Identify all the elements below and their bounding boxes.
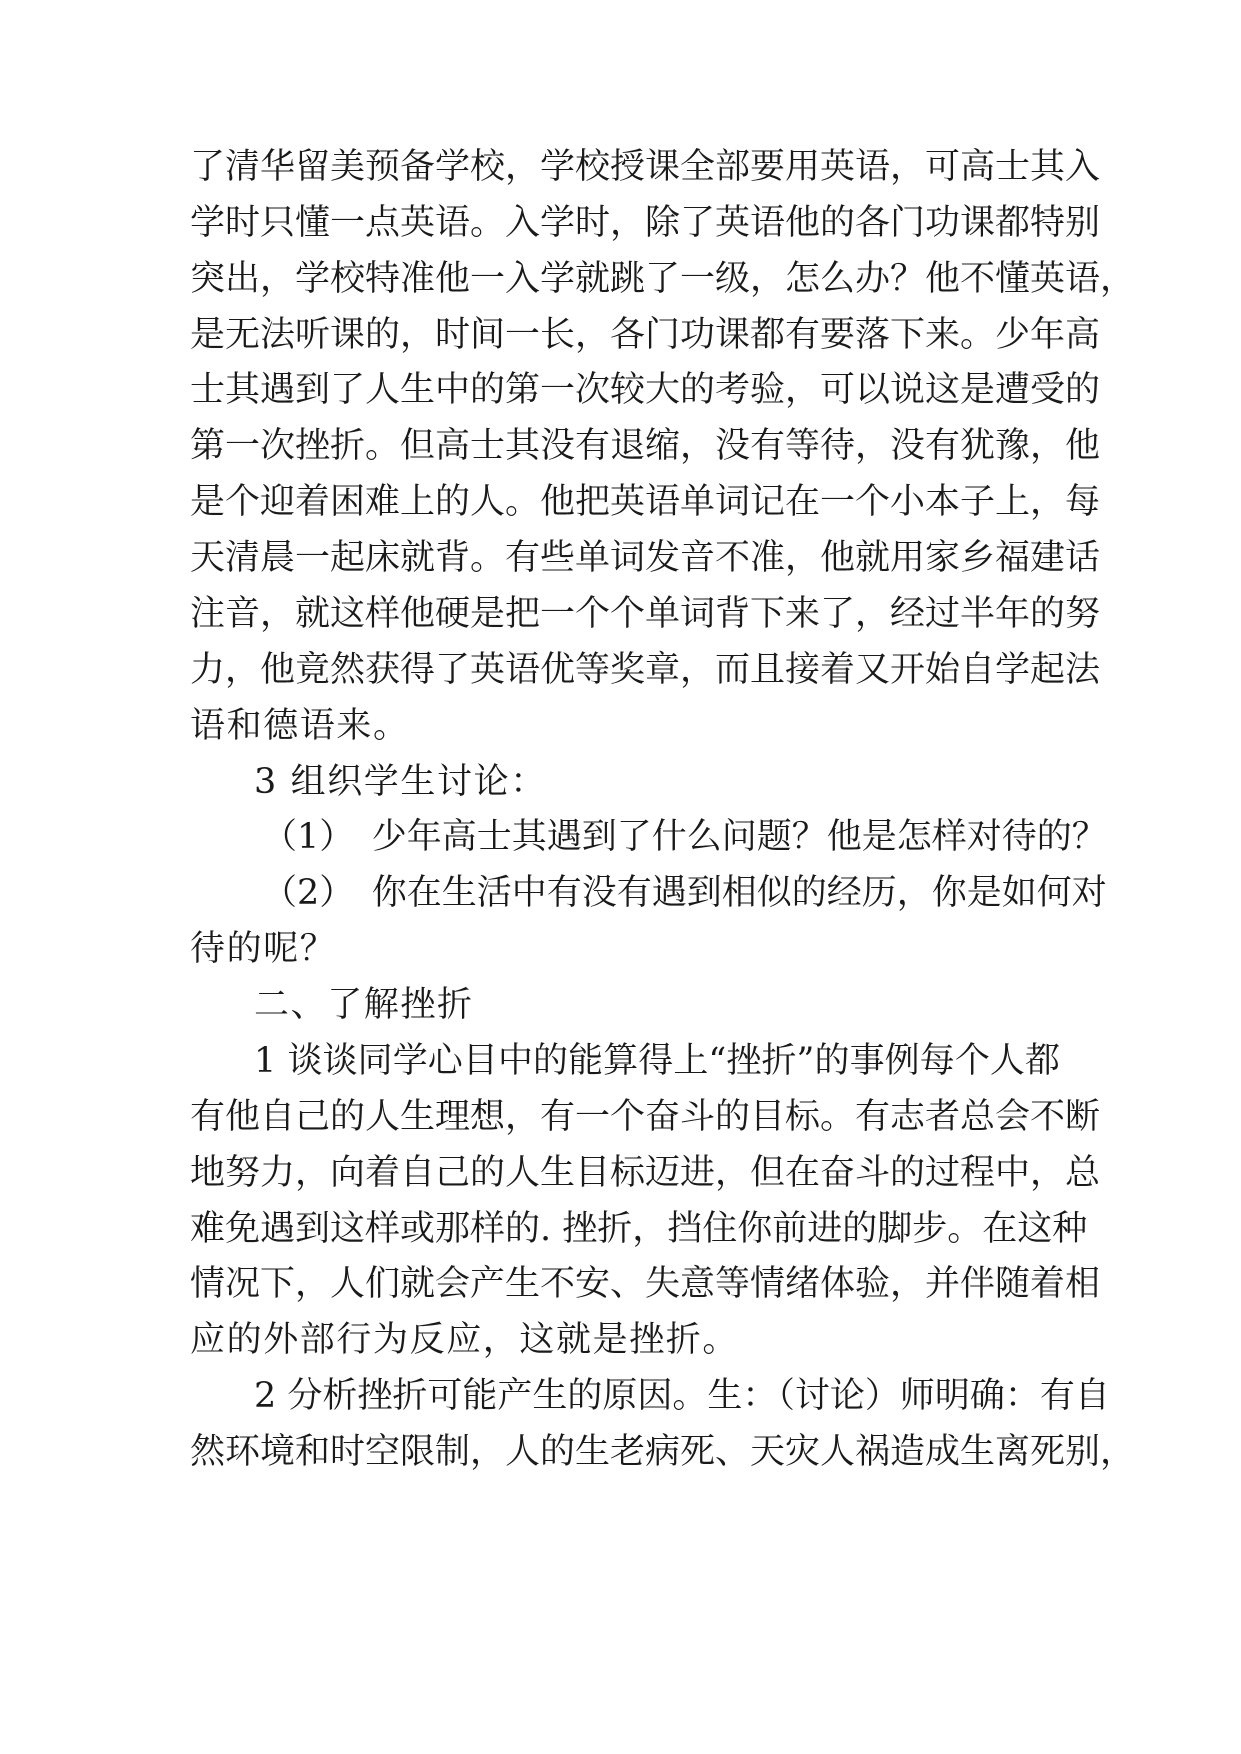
text-line: 地努力，向着自己的人生目标迈进，但在奋斗的过程中，总 bbox=[190, 1153, 1101, 1193]
text-line: 力，他竟然获得了英语优等奖章，而且接着又开始自学起法 bbox=[190, 650, 1101, 690]
text-line: 学时只懂一点英语。入学时，除了英语他的各门功课都特别 bbox=[190, 203, 1101, 243]
text-line: 士其遇到了人生中的第一次较大的考验，可以说这是遭受的 bbox=[190, 370, 1101, 410]
question-item: （2） 你在生活中有没有遇到相似的经历，你是如何对 bbox=[262, 873, 1107, 913]
text-line: 是无法听课的，时间一长，各门功课都有要落下来。少年高 bbox=[190, 315, 1101, 355]
text-line: 语和德语来。 bbox=[190, 706, 410, 746]
text-line: 注音，就这样他硬是把一个个单词背下来了，经过半年的努 bbox=[190, 594, 1101, 634]
text-line: 突出，学校特准他一入学就跳了一级，怎么办？他不懂英语， bbox=[190, 259, 1136, 299]
text-line: 应的外部行为反应，这就是挫折。 bbox=[190, 1320, 740, 1360]
text-line: 1 谈谈同学心目中的能算得上“挫折”的事例每个人都 bbox=[254, 1041, 1060, 1081]
text-line: 第一次挫折。但高士其没有退缩，没有等待，没有犹豫，他 bbox=[190, 426, 1101, 466]
text-line: 天清晨一起床就背。有些单词发音不准，他就用家乡福建话 bbox=[190, 538, 1101, 578]
text-line: 情况下，人们就会产生不安、失意等情绪体验，并伴随着相 bbox=[190, 1264, 1101, 1304]
section-heading: 二、了解挫折 bbox=[254, 985, 474, 1025]
section-heading: 3 组织学生讨论： bbox=[254, 762, 547, 802]
text-line: 然环境和时空限制，人的生老病死、天灾人祸造成生离死别， bbox=[190, 1432, 1136, 1472]
text-line: 难免遇到这样或那样的. 挫折，挡住你前进的脚步。在这种 bbox=[190, 1209, 1088, 1249]
question-item: （1） 少年高士其遇到了什么问题？他是怎样对待的？ bbox=[262, 817, 1107, 857]
text-line: 待的呢？ bbox=[190, 929, 337, 969]
text-line: 了清华留美预备学校，学校授课全部要用英语，可高士其入 bbox=[190, 147, 1101, 187]
text-line: 是个迎着困难上的人。他把英语单词记在一个小本子上，每 bbox=[190, 482, 1101, 522]
text-line: 2 分析挫折可能产生的原因。生：（讨论）师明确：有自 bbox=[254, 1376, 1110, 1416]
text-line: 有他自己的人生理想，有一个奋斗的目标。有志者总会不断 bbox=[190, 1097, 1101, 1137]
